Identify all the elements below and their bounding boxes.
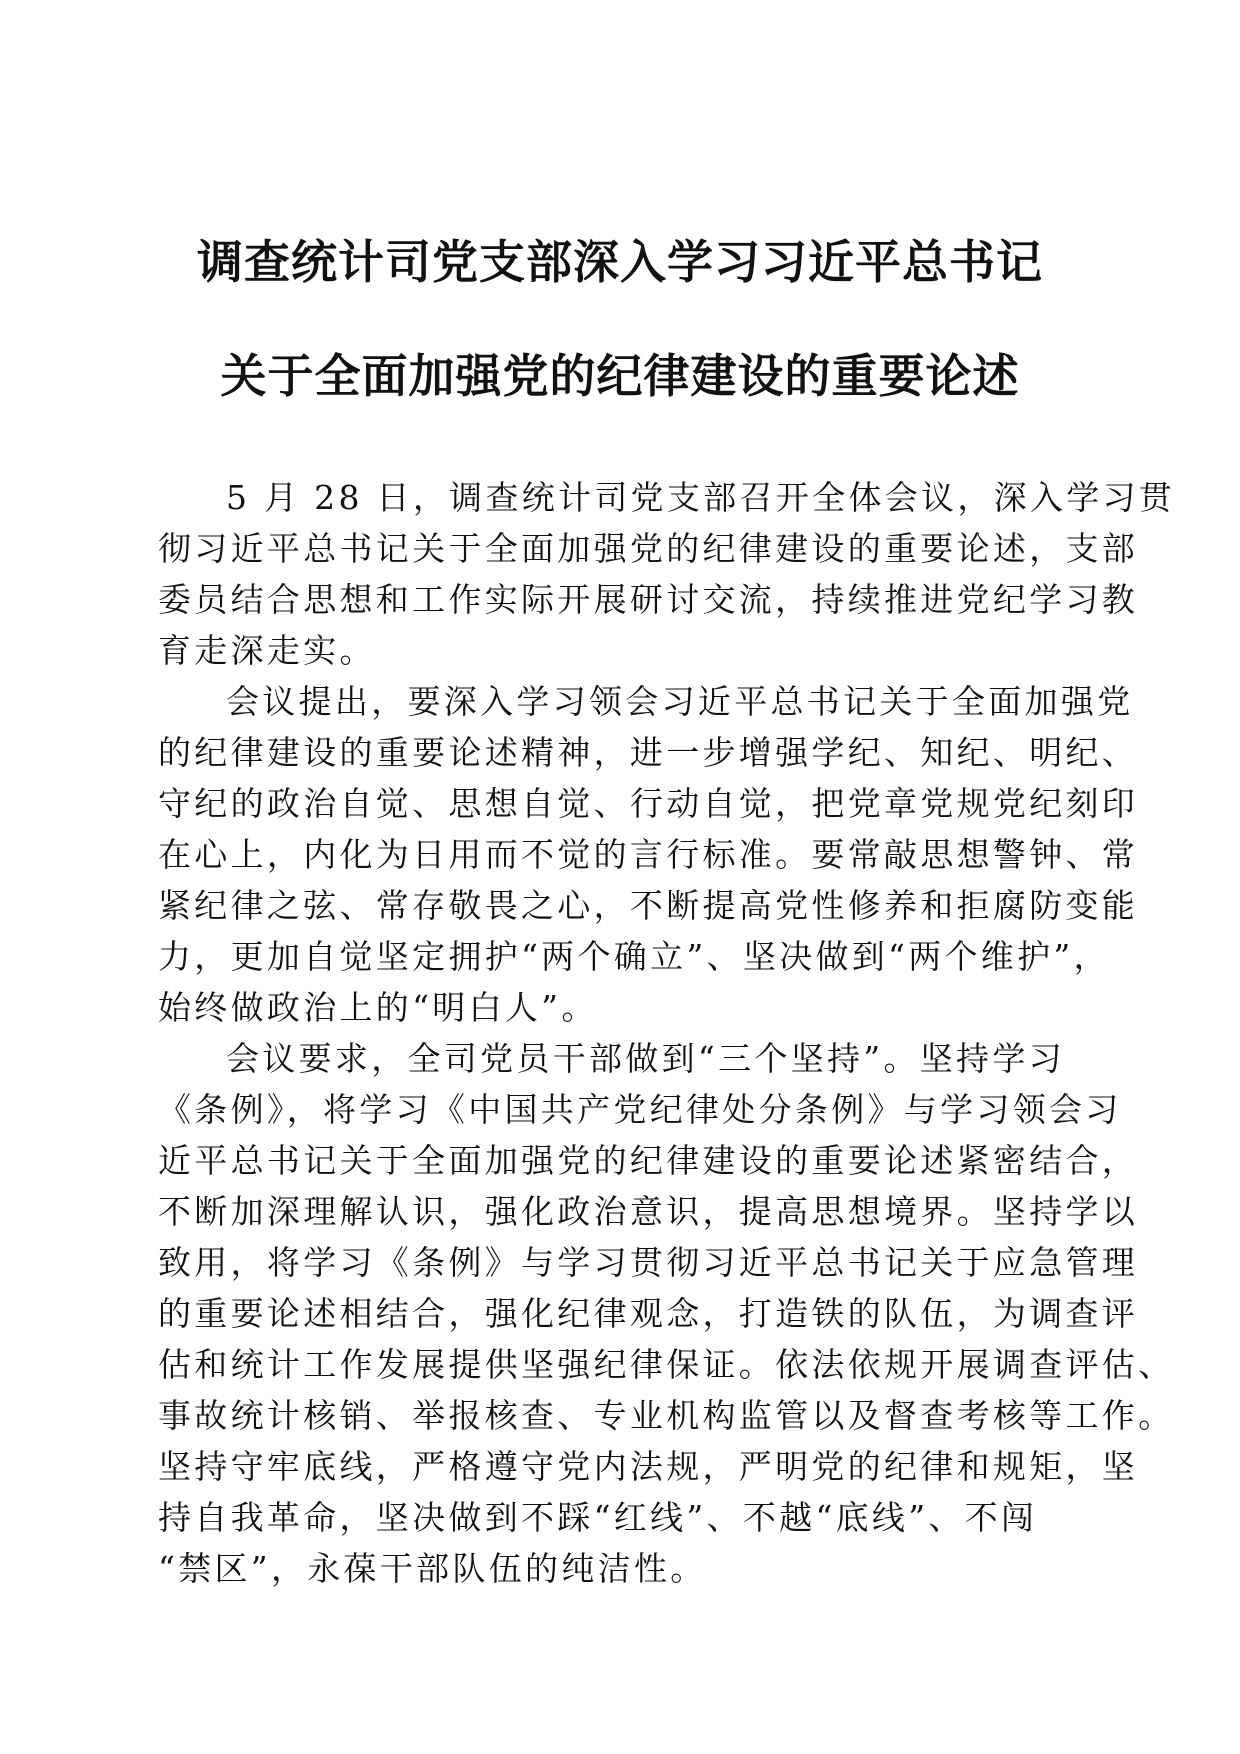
paragraph-3-line: 估和统计工作发展提供坚强纪律保证。依法依规开展调查评估、 xyxy=(158,1345,1175,1384)
document-title-line-1: 调查统计司党支部深入学习习近平总书记 xyxy=(197,235,1043,289)
paragraph-3-line: 近平总书记关于全面加强党的纪律建设的重要论述紧密结合， xyxy=(158,1141,1139,1180)
paragraph-1-line: 育走深走实。 xyxy=(158,631,376,670)
paragraph-2-line: 在心上，内化为日用而不觉的言行标准。要常敲思想警钟、常 xyxy=(158,835,1139,874)
paragraph-1-line: 委员结合思想和工作实际开展研讨交流，持续推进党纪学习教 xyxy=(158,580,1139,619)
paragraph-3-line: 致用，将学习《条例》与学习贯彻习近平总书记关于应急管理 xyxy=(158,1243,1139,1282)
paragraph-3-line: 会议要求，全司党员干部做到“三个坚持”。坚持学习 xyxy=(226,1039,1065,1078)
paragraph-3-line: 坚持守牢底线，严格遵守党内法规，严明党的纪律和规矩，坚 xyxy=(158,1447,1139,1486)
paragraph-3-line: “禁区”，永葆干部队伍的纯洁性。 xyxy=(158,1549,707,1588)
paragraph-3-line: 不断加深理解认识，强化政治意识，提高思想境界。坚持学以 xyxy=(158,1192,1139,1231)
paragraph-2-line: 守纪的政治自觉、思想自觉、行动自觉，把党章党规党纪刻印 xyxy=(158,784,1139,823)
paragraph-3-line: 事故统计核销、举报核查、专业机构监管以及督查考核等工作。 xyxy=(158,1396,1175,1435)
paragraph-2-line: 始终做政治上的“明白人”。 xyxy=(158,988,598,1027)
paragraph-1-line: 5 月 28 日，调查统计司党支部召开全体会议，深入学习贯 xyxy=(226,478,1176,517)
paragraph-1-line: 彻习近平总书记关于全面加强党的纪律建设的重要论述，支部 xyxy=(158,529,1139,568)
paragraph-2-line: 的纪律建设的重要论述精神，进一步增强学纪、知纪、明纪、 xyxy=(158,733,1139,772)
document-title-line-2: 关于全面加强党的纪律建设的重要论述 xyxy=(220,349,1020,403)
paragraph-3-line: 的重要论述相结合，强化纪律观念，打造铁的队伍，为调查评 xyxy=(158,1294,1139,1333)
paragraph-2-line: 力，更加自觉坚定拥护“两个确立”、坚决做到“两个维护”， xyxy=(158,937,1110,976)
paragraph-2-line: 紧纪律之弦、常存敬畏之心，不断提高党性修养和拒腐防变能 xyxy=(158,886,1139,925)
document-body xyxy=(158,472,1176,1594)
paragraph-2-line: 会议提出，要深入学习领会习近平总书记关于全面加强党 xyxy=(226,682,1134,721)
paragraph-3-line: 持自我革命，坚决做到不踩“红线”、不越“底线”、不闯 xyxy=(158,1498,1038,1537)
paragraph-3-line: 《条例》，将学习《中国共产党纪律处分条例》与学习领会习 xyxy=(158,1090,1122,1129)
